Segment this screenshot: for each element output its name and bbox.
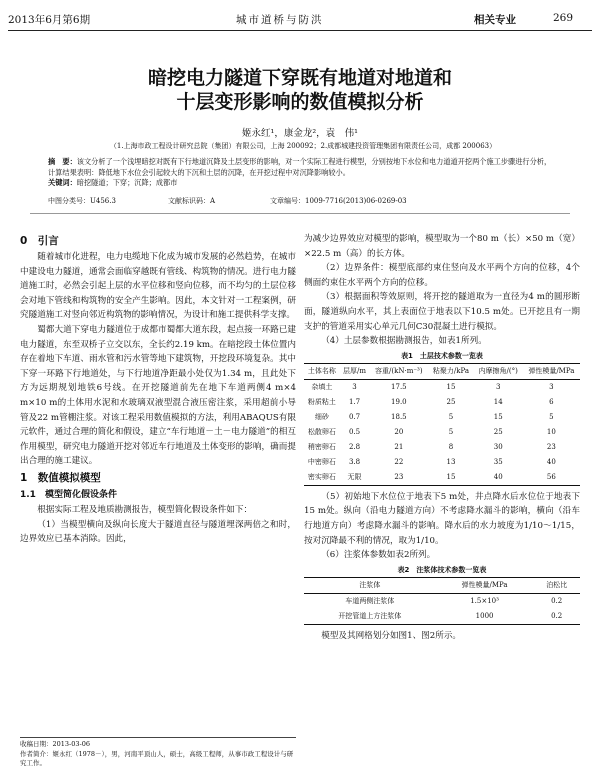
table-cell: 35: [493, 457, 503, 466]
table-cell: 6: [549, 397, 554, 406]
table-header: 弹性模量/MPa: [523, 363, 580, 379]
paragraph: （1）当模型横向及纵向长度大于隧道直径与隧道埋深两倍之和时，边界效应已基本消除。因此，: [20, 519, 296, 545]
abstract-label: 摘 要：: [48, 157, 77, 166]
paragraph: （3）根据面积等效原则，将开挖的隧道取为一直径为4 m的圆形断面，隧道纵向水平，其上表面位于地表以下10.5 m处。已开挖且有一期支护的管道采用实心单元几何C30混凝土进行模拟。: [304, 292, 580, 332]
table-cell: 0.5: [348, 427, 361, 436]
header-rule: [8, 30, 592, 31]
footnote: [20, 737, 296, 769]
table-cell: 车道两侧注浆体: [345, 596, 395, 605]
paragraph: （5）初始地下水位位于地表下5 m处，井点降水后水位位于地表下15 m处。纵向（沿电力隧道方向）不考虑降水漏斗的影响，横向（沿车行地道方向）考虑降水漏斗的影响。降水后的水力坡度为1/10～1/15，按对沉降最不利的情况，取为1/10。: [304, 491, 580, 546]
table-row: [304, 440, 580, 455]
table-cell: 5: [549, 412, 554, 421]
table-row: [304, 410, 580, 425]
paragraph: （6）注浆体参数如表2所列。: [321, 550, 436, 561]
keywords: 暗挖隧道；下穿；沉降；成都市: [76, 178, 178, 187]
table-header: 粘聚力/kPa: [428, 363, 473, 379]
keywords-label: 关键词：: [48, 178, 77, 187]
right-column: [304, 232, 580, 643]
journal-issue: 2013年6月第6期: [8, 14, 91, 26]
table-cell: 1000: [436, 609, 534, 625]
abstract: [48, 157, 558, 189]
section-heading-model: 1 数值模拟模型: [20, 471, 101, 484]
soil-parameter-table: [304, 363, 580, 486]
doc-code: 文献标识码：A: [168, 197, 216, 205]
table-cell: 5: [448, 427, 454, 436]
table-cell: 22: [394, 457, 404, 466]
table-cell: 25: [493, 427, 503, 436]
table-header: 弹性模量/MPa: [436, 577, 534, 593]
table-row: [304, 379, 580, 395]
table-cell: 5: [448, 412, 454, 421]
table-cell: 2.8: [348, 442, 361, 451]
article-id: 文章编号：1009-7716(2013)06-0269-03: [270, 197, 407, 205]
title-line-2: 十层变形影响的数值模拟分析: [176, 91, 424, 113]
subsection-heading-assumptions: 1.1 模型简化假设条件: [20, 489, 117, 500]
table-cell: 14: [493, 397, 503, 406]
table-row: [304, 593, 580, 609]
table-cell: 3: [549, 382, 554, 391]
table-cell: 0.2: [551, 596, 563, 605]
table-header: 土体名称: [304, 363, 340, 379]
table-cell: 13: [446, 457, 456, 466]
table-cell: 1.7: [348, 397, 361, 406]
section-name: 相关专业: [474, 14, 516, 26]
table-row: [304, 455, 580, 470]
section-heading-introduction: 0 引言: [20, 235, 59, 247]
table-cell: 56: [523, 470, 580, 486]
paper-title: [0, 66, 600, 114]
table-cell: 杂填土: [311, 382, 333, 391]
paragraph: （2）边界条件：模型底部约束住竖向及水平两个方向的位移，4个侧面约束住水平两个方向的位移。: [304, 263, 580, 288]
table-cell: 开挖管道上方注浆体: [304, 609, 436, 625]
table-cell: 23: [546, 442, 556, 451]
table-cell: 10: [546, 427, 556, 436]
paragraph: 根据实际工程及地质勘测报告，模型简化假设条件如下：: [37, 504, 253, 515]
running-header: [8, 10, 592, 28]
page-number: 269: [553, 12, 574, 24]
table-header: 层厚/m: [340, 363, 370, 379]
left-column: [20, 232, 296, 547]
table-cell: 8: [448, 442, 454, 451]
paragraph: 蜀都大道下穿电力隧道位于成都市蜀都大道东段，起点接一环路已建电力隧道，东至双桥子立交以东，全长约2.19 km。在暗挖段土体位置内存在着地下车道、雨水管和污水管等地下建筑物，开挖段环境复杂。其中下穿一环路下行地道处，与下行地道净距最小处仅为1.34 m，且此处下方为远期规划地铁6号线。在开挖隧道前先在地下车道两侧4 m×4 m×10 m的土体用水泥和水玻璃双液型混合液压密注浆，采用超前小导管及22 m管棚注浆。对该工程采用数值模拟的方法，利用ABAQUS有限元软件，通过合理的简化和假设，建立“车行地道－土－电力隧道”的相互作用模型，研究电力隧道开挖对邻近车行地道及土体变形的影响，确而提出合理的施工建议。: [20, 324, 296, 467]
table-cell: 15: [428, 470, 473, 486]
table-cell: 粉质粘土: [307, 397, 336, 406]
table-cell: 23: [369, 470, 428, 486]
table-cell: 3: [495, 382, 501, 391]
received-date: 收稿日期：2013-03-06: [20, 740, 90, 748]
table-cell: 3: [352, 382, 357, 391]
table-row: [304, 395, 580, 410]
table1-caption: 表1 土层技术参数一览表: [401, 351, 483, 360]
journal-name: 城市道桥与防洪: [236, 14, 324, 26]
grout-parameter-table: [304, 577, 580, 625]
table-cell: 1.5×10³: [470, 596, 499, 605]
table-cell: 无限: [340, 470, 370, 486]
clc-code: 中图分类号：U456.3: [48, 197, 116, 205]
table-cell: 20: [394, 427, 404, 436]
table-cell: 稍密卵石: [307, 442, 336, 451]
abstract-text: 该文分析了一个浅埋暗挖对既有下行地道沉降及土层变形的影响，对一个实际工程进行模型，分别按地下水位和电力道道开挖两个施工步骤进行分析，计算结果表明：降低地下水位会引起较大的下沉和土层的沉降，在开挖过程中对沉降影响较小。: [48, 157, 552, 177]
table-cell: 40: [546, 457, 556, 466]
paragraph: 模型及其网格划分如图1、图2所示。: [321, 630, 462, 641]
table-cell: 3.8: [348, 457, 361, 466]
table-header: 注浆体: [304, 577, 436, 593]
paragraph: 为减少边界效应对模型的影响，模型取为一个80 m（长）×50 m（宽）×22.5 m（高）的长方体。: [304, 234, 580, 259]
paragraph: （4）土层参数根据勘测报告，如表1所列。: [321, 336, 487, 347]
affiliation: （1.上海市政工程设计研究总院（集团）有限公司，上海 200092；2.成都城建投资管理集团有限责任公司，成都 200063）: [109, 142, 497, 150]
paragraph: 随着城市化进程，电力电缆地下化成为城市发展的必然趋势，在城市中建设电力隧道，通常会面临穿越既有管线、构筑物的情况。进行电力隧道施工时，必然会引起上层的水平位移和竖向位移，而不均匀的土层位移会对地下管线和构筑物的安全产生影响。因此，本文针对一工程案例，研究隧道施工对竖向邻近构筑物的影响情况，为设计和施工提供科学支撑。: [20, 252, 296, 321]
table-row: [304, 470, 580, 486]
abstract-separator: [30, 213, 570, 214]
author-bio: 作者简介：姬永红（1978－），男，河南平顶山人，硕士，高级工程师，从事市政工程设计与研究工作。: [20, 749, 294, 767]
table-header: 内摩擦角/(°): [474, 363, 523, 379]
table-cell: 密实卵石: [304, 470, 340, 486]
table-cell: 25: [446, 397, 456, 406]
table-cell: 细砂: [314, 412, 329, 421]
table-cell: 0.2: [533, 609, 580, 625]
table-cell: 21: [394, 442, 404, 451]
table-cell: 17.5: [391, 382, 407, 391]
table2-caption: 表2 注浆体技术参数一览表: [397, 565, 487, 574]
authors: 姬永红¹，康金龙²，袁 伟¹: [242, 128, 358, 139]
table-cell: 15: [493, 412, 503, 421]
title-line-1: 暗挖电力隧道下穿既有地道对地道和: [147, 67, 452, 89]
table-header: 泊松比: [533, 577, 580, 593]
table-row: [304, 609, 580, 625]
table-cell: 30: [493, 442, 503, 451]
table-cell: 18.5: [391, 412, 407, 421]
table-cell: 中密卵石: [307, 457, 336, 466]
table-cell: 15: [446, 382, 456, 391]
table-cell: 40: [474, 470, 523, 486]
table-row: [304, 425, 580, 440]
table-header: 容重/(kN·m⁻³): [369, 363, 428, 379]
table-cell: 19.0: [391, 397, 407, 406]
table-cell: 0.7: [348, 412, 361, 421]
table-cell: 松散卵石: [307, 427, 336, 436]
